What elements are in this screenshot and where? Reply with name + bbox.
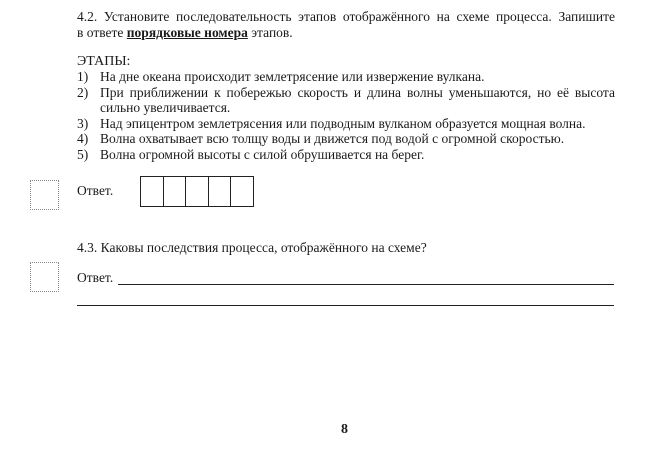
text: этапов.: [247, 25, 293, 40]
page-number: 8: [341, 422, 348, 437]
stage-number: 4): [77, 131, 89, 146]
score-box: [30, 262, 59, 292]
answer-label: Ответ.: [77, 183, 114, 198]
answer-cell[interactable]: [209, 177, 232, 206]
stage-number: 2): [77, 85, 89, 100]
answer-cell[interactable]: [164, 177, 187, 206]
stage-text: При приближении к побережью скорость и длина волны уменьшаются, но её высота: [100, 85, 615, 100]
stage-number: 5): [77, 147, 89, 162]
stage-text: На дне океана происходит землетрясение или извержение вулкана.: [100, 69, 485, 84]
answer-cells: [140, 176, 254, 207]
answer-line[interactable]: [77, 305, 614, 306]
stage-text: Над эпицентром землетрясения или подводным вулканом образуется мощная волна.: [100, 116, 586, 131]
score-box: [30, 180, 59, 210]
task-4-3-question: 4.3. Каковы последствия процесса, отображённого на схеме?: [77, 240, 427, 255]
task-4-2-line1: 4.2. Установите последовательность этапов отображённого на схеме процесса. Запишите: [77, 9, 615, 24]
answer-cell[interactable]: [186, 177, 209, 206]
text: в ответе: [77, 25, 127, 40]
stage-number: 1): [77, 69, 89, 84]
stage-text: Волна огромной высоты с силой обрушивается на берег.: [100, 147, 425, 162]
answer-label: Ответ.: [77, 270, 114, 285]
stage-text: Волна охватывает всю толщу воды и движется под водой с огромной скоростью.: [100, 131, 565, 146]
task-4-2-line2: [77, 25, 293, 41]
stages-heading: ЭТАПЫ:: [77, 54, 131, 69]
stage-number: 3): [77, 116, 89, 131]
answer-cell[interactable]: [231, 177, 253, 206]
answer-line[interactable]: [118, 284, 614, 285]
answer-cell[interactable]: [141, 177, 164, 206]
stage-text-continuation: сильно увеличивается.: [100, 100, 231, 115]
emphasis: порядковые номера: [126, 25, 248, 40]
